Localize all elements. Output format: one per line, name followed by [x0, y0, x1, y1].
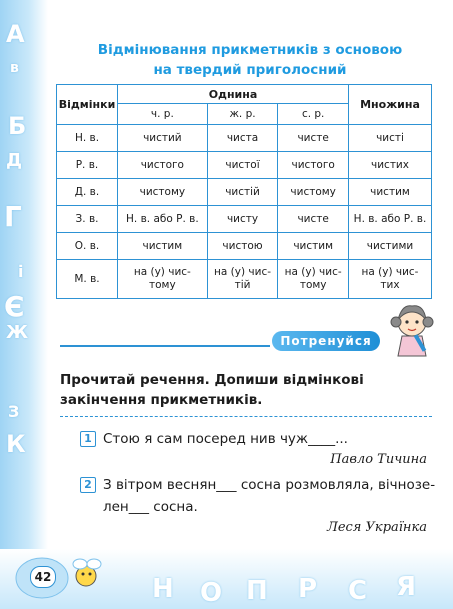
masc-cell: чистому	[118, 179, 208, 206]
page-number: 42	[30, 566, 56, 588]
table-title-line2: на твердий приголосний	[153, 62, 347, 78]
plural-line1: на (у) чис-	[361, 266, 419, 278]
bottom-letter: Н	[152, 574, 174, 604]
bottom-letter: О	[200, 578, 223, 608]
girl-mascot-icon	[388, 300, 436, 358]
masc-cell: Н. в. або Р. в.	[118, 206, 208, 233]
neut-line2: тому	[299, 279, 327, 291]
exercise-1-author: Павло Тичина	[330, 452, 427, 467]
plural-cell: чистих	[349, 152, 432, 179]
masc-cell: чистого	[118, 152, 208, 179]
exercise-2-text-line1: З вітром веснян___ сосна розмовляла, вічнозе-	[103, 477, 436, 493]
plural-cell: чисті	[349, 125, 432, 152]
case-cell: О. в.	[57, 233, 118, 260]
exercise-2-text-line2: лен___ сосна.	[103, 499, 198, 515]
header-gender-f: ж. р.	[207, 104, 278, 125]
fem-cell: чистої	[207, 152, 278, 179]
table-title-line1: Відмінювання прикметників з основою	[97, 42, 403, 58]
side-letter: і	[18, 262, 24, 281]
side-letter: в	[10, 60, 19, 76]
header-plural: Множина	[349, 85, 432, 125]
case-cell: М. в.	[57, 260, 118, 299]
case-cell: Д. в.	[57, 179, 118, 206]
header-gender-m: ч. р.	[118, 104, 208, 125]
exercise-number-2: 2	[80, 477, 96, 493]
section-rule	[60, 345, 270, 347]
masc-cell: чистим	[118, 233, 208, 260]
exercise-number-1: 1	[80, 431, 96, 447]
side-letter: З	[8, 402, 20, 421]
header-gender-n: с. р.	[278, 104, 349, 125]
bottom-letter: П	[246, 576, 268, 606]
side-letter: Є	[4, 290, 25, 323]
fem-cell: чистою	[207, 233, 278, 260]
neut-cell: чисте	[278, 125, 349, 152]
fem-line1: на (у) чис-	[214, 266, 272, 278]
neut-line1: на (у) чис-	[284, 266, 342, 278]
fem-cell: чиста	[207, 125, 278, 152]
masc-line1: на (у) чис-	[133, 266, 191, 278]
case-cell: З. в.	[57, 206, 118, 233]
plural-cell	[349, 260, 432, 299]
side-letter: Г	[4, 200, 22, 233]
side-letter: А	[6, 20, 25, 48]
fem-line2: тій	[234, 279, 251, 291]
neut-cell: чистим	[278, 233, 349, 260]
case-cell: Р. в.	[57, 152, 118, 179]
neut-cell: чистому	[278, 179, 349, 206]
masc-cell	[118, 260, 208, 299]
plural-cell: Н. в. або Р. в.	[349, 206, 432, 233]
masc-cell: чистий	[118, 125, 208, 152]
header-singular: Однина	[118, 85, 349, 104]
bottom-letter: Р	[298, 574, 318, 604]
neut-cell: чистого	[278, 152, 349, 179]
header-cases: Відмінки	[57, 85, 118, 125]
plural-cell: чистим	[349, 179, 432, 206]
bottom-letter: Я	[396, 572, 417, 602]
plural-line2: тих	[380, 279, 400, 291]
case-cell: Н. в.	[57, 125, 118, 152]
declension-table	[56, 84, 432, 299]
exercise-instruction: Прочитай речення. Допиши відмінкові закінчення прикметників.	[60, 372, 364, 408]
fem-cell: чистій	[207, 179, 278, 206]
fem-cell	[207, 260, 278, 299]
masc-line2: тому	[149, 279, 176, 291]
exercise-2-author: Леся Українка	[326, 520, 427, 535]
section-label-badge: Потренуйся	[272, 331, 380, 351]
flower-bee-decoration-icon	[6, 552, 116, 602]
fem-cell: чисту	[207, 206, 278, 233]
neut-cell	[278, 260, 349, 299]
side-letter: Д	[6, 150, 23, 171]
instruction-separator	[60, 416, 432, 417]
side-letter: К	[6, 430, 26, 458]
plural-cell: чистими	[349, 233, 432, 260]
neut-cell: чисте	[278, 206, 349, 233]
side-letter: Б	[8, 112, 27, 140]
bottom-letter: С	[348, 576, 368, 606]
side-letter: Ж	[6, 322, 29, 343]
exercise-1-text: Стою я сам посеред нив чуж____...	[103, 431, 348, 447]
